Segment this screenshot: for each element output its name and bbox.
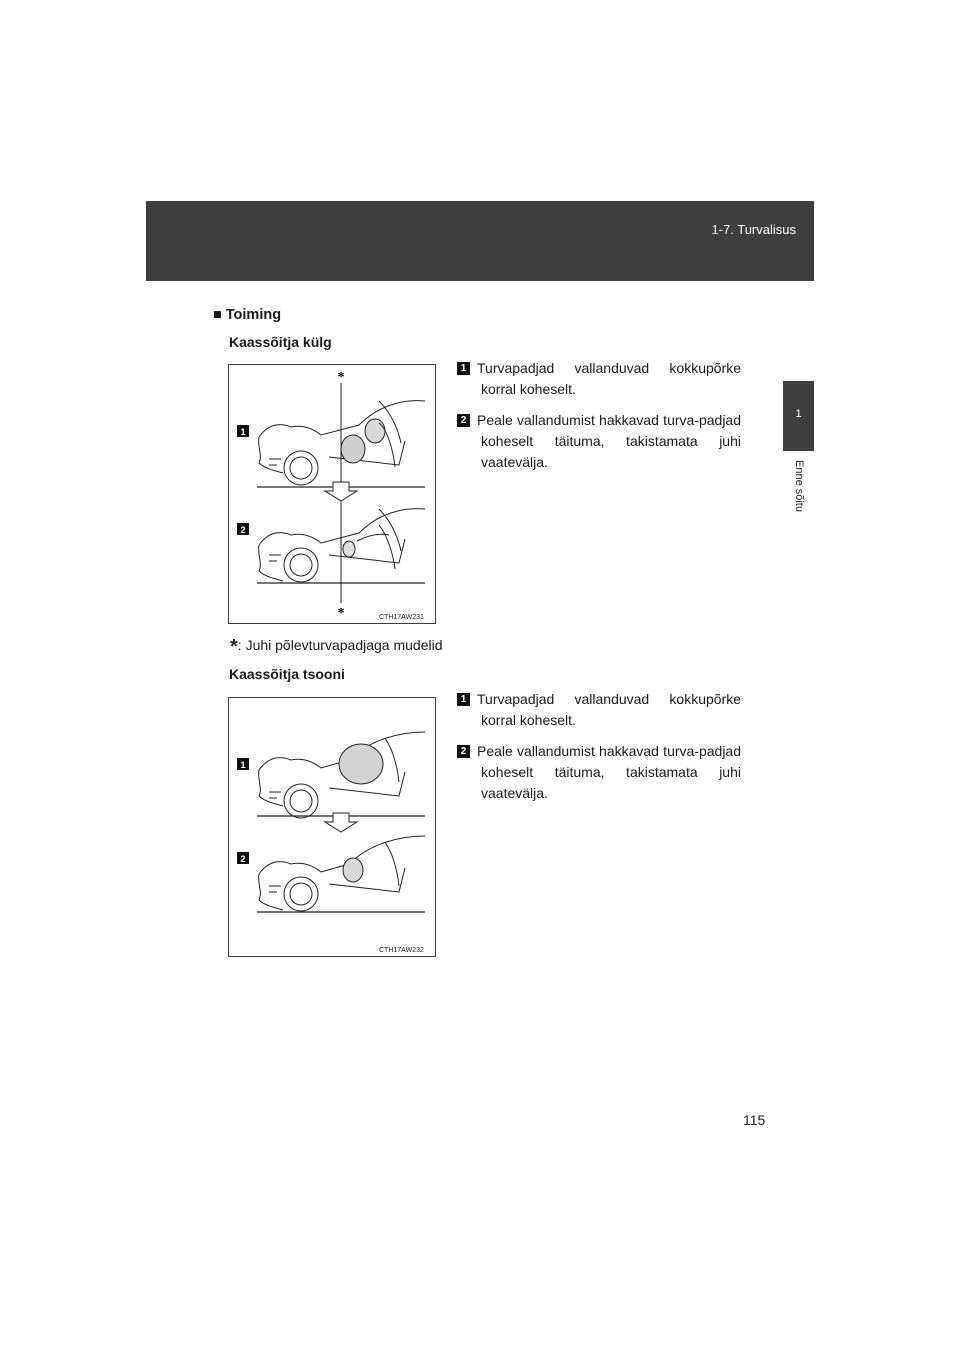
step-text: Peale vallandumist hakkavad turva-padjad koheselt täituma, takistamata juhi vaatevälja. (477, 412, 741, 470)
driver-step-2 (457, 410, 741, 473)
figure-star-bottom: * (337, 606, 345, 621)
figure-step-badge-1-label: 1 (240, 427, 246, 437)
figure-step-badge-2-label: 2 (240, 854, 246, 864)
step-badge-2: 2 (457, 745, 470, 758)
footnote-text: : Juhi põlevturvapadjaga mudelid (237, 637, 443, 653)
page-number: 115 (743, 1112, 766, 1128)
section-title-text: Toiming (225, 307, 282, 323)
section-title (213, 307, 281, 323)
chapter-tab (783, 381, 814, 451)
footnote-star: * (230, 636, 238, 658)
driver-airbag-figure (228, 364, 436, 624)
chapter-label-wrap (784, 460, 812, 540)
chapter-label: Enne sõitu (793, 460, 805, 512)
step-badge-1: 1 (457, 362, 470, 375)
driver-side-heading: Kaassõitja külg (229, 334, 332, 350)
page-header (146, 201, 814, 281)
sequence-arrow-icon (325, 482, 357, 501)
step-badge-1: 1 (457, 693, 470, 706)
footnote (230, 636, 443, 659)
passenger-step-2 (457, 741, 741, 804)
passenger-airbag-figure (228, 697, 436, 957)
airbag-deployment-illustration (229, 698, 435, 956)
step-text: Turvapadjad vallanduvad kokkupõrke korral koheselt. (477, 691, 741, 728)
car-diagram-2 (257, 836, 425, 912)
figure-step-badge-1-label: 1 (240, 760, 246, 770)
chapter-number: 1 (795, 408, 802, 420)
section-marker: ■ (213, 307, 222, 323)
section-breadcrumb: 1-7. Turvalisus (711, 222, 796, 237)
figure-step-badge-2-label: 2 (240, 525, 246, 535)
airbag-deployment-illustration (229, 365, 435, 623)
step-badge-2: 2 (457, 414, 470, 427)
passenger-step-1 (457, 689, 741, 731)
figure-code: CTH17AW231 (379, 614, 424, 621)
figure-star-top: * (337, 370, 345, 385)
passenger-side-heading: Kaassõitja tsooni (229, 666, 345, 682)
car-diagram-1 (257, 732, 425, 818)
driver-side-steps (457, 358, 741, 483)
step-text: Turvapadjad vallanduvad kokkupõrke korral koheselt. (477, 360, 741, 397)
passenger-side-steps (457, 689, 741, 814)
driver-step-1 (457, 358, 741, 400)
figure-code: CTH17AW232 (379, 947, 424, 954)
step-text: Peale vallandumist hakkavad turva-padjad koheselt täituma, takistamata juhi vaatevälja. (477, 743, 741, 801)
